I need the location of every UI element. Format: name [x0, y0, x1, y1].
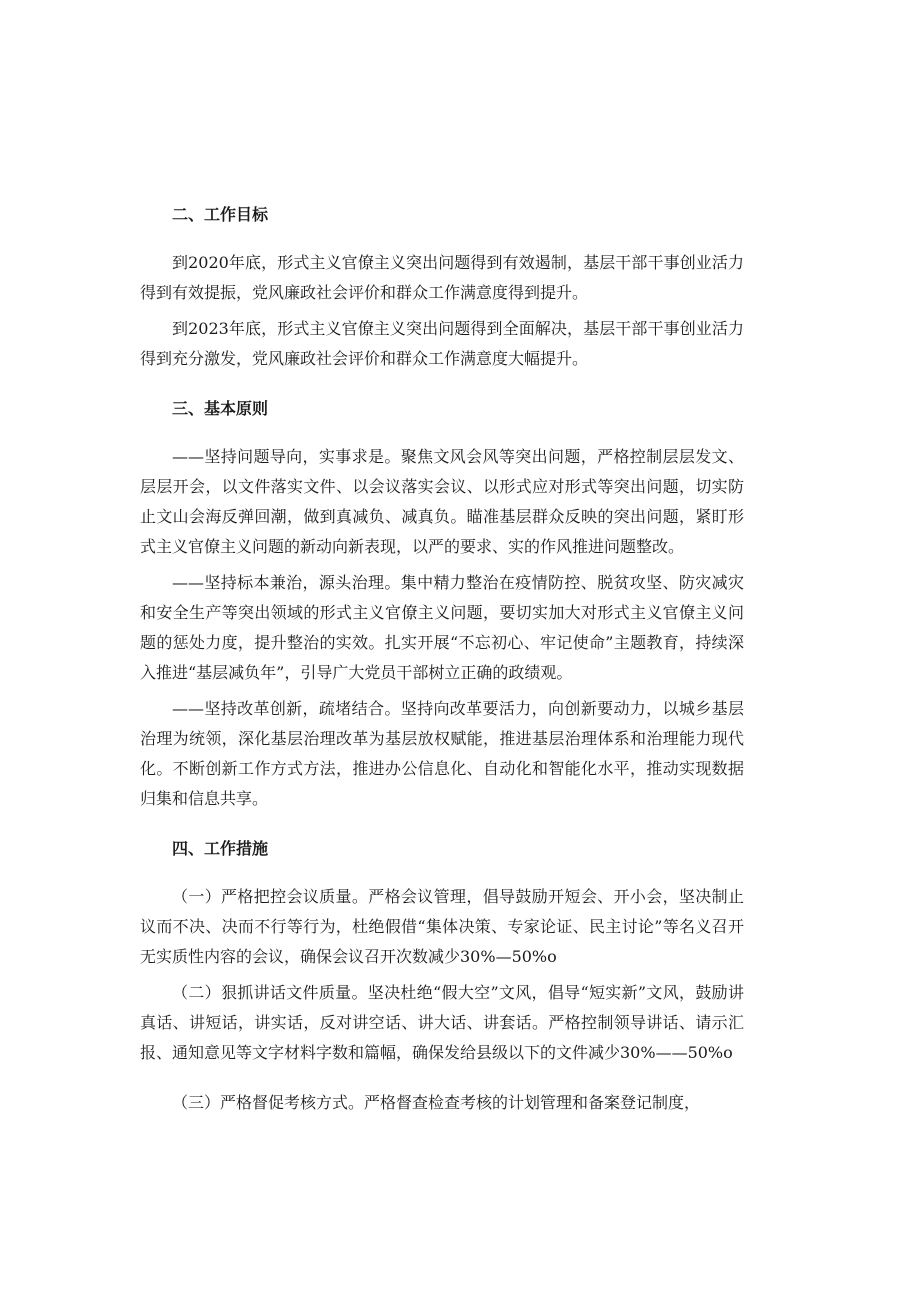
paragraph: 到2020年底，形式主义官僚主义突出问题得到有效遏制，基层干部干事创业活力得到有效提振，党风廉政社会评价和群众工作满意度得到提升。: [140, 253, 744, 302]
section-heading-goals: 二、工作目标: [172, 205, 269, 224]
section-heading-measures: 四、工作措施: [172, 839, 269, 858]
paragraph: ——坚持改革创新，疏堵结合。坚持向改革要活力，向创新要动力，以城乡基层治理为统领，深化基层治理改革为基层放权赋能，推进基层治理体系和治理能力现代化。不断创新工作方式方法，推进办公信息化、自动化和智能化水平，推动实现数据归集和信息共享。: [140, 699, 744, 808]
section-heading-principles: 三、基本原则: [172, 399, 269, 418]
paragraph: ——坚持标本兼治，源头治理。集中精力整治在疫情防控、脱贫攻坚、防灾减灾和安全生产等突出领域的形式主义官僚主义问题，要切实加大对形式主义官僚主义问题的惩处力度，提升整治的实效。扎实开展“不忘初心、牢记使命”主题教育，持续深入推进“基层减负年”，引导广大党员干部树立正确的政绩观。: [140, 573, 744, 682]
document-body: [140, 200, 744, 1118]
paragraph: （一）严格把控会议质量。严格会议管理，倡导鼓励开短会、开小会，坚决制止议而不决、决而不行等行为，杜绝假借“集体决策、专家论证、民主讨论”等名义召开无实质性内容的会议，确保会议召开次数减少30%—50%o: [140, 887, 744, 966]
paragraph: 到2023年底，形式主义官僚主义突出问题得到全面解决，基层干部干事创业活力得到充分激发，党风廉政社会评价和群众工作满意度大幅提升。: [140, 319, 744, 368]
paragraph: ——坚持问题导向，实事求是。聚焦文风会风等突出问题，严格控制层层发文、层层开会，以文件落实文件、以会议落实会议、以形式应对形式等突出问题，切实防止文山会海反弹回潮，做到真减负、减真负。瞄准基层群众反映的突出问题，紧盯形式主义官僚主义问题的新动向新表现，以严的要求、实的作风推进问题整改。: [140, 447, 744, 556]
paragraph: （三）严格督促考核方式。严格督查检查考核的计划管理和备案登记制度，: [172, 1093, 701, 1112]
paragraph: （二）狠抓讲话文件质量。坚决杜绝“假大空”文风，倡导“短实新”文风，鼓励讲真话、讲短话，讲实话，反对讲空话、讲大话、讲套话。严格控制领导讲话、请示汇报、通知意见等文字材料字数和篇幅，确保发给县级以下的文件减少30%——50%o: [140, 983, 744, 1062]
